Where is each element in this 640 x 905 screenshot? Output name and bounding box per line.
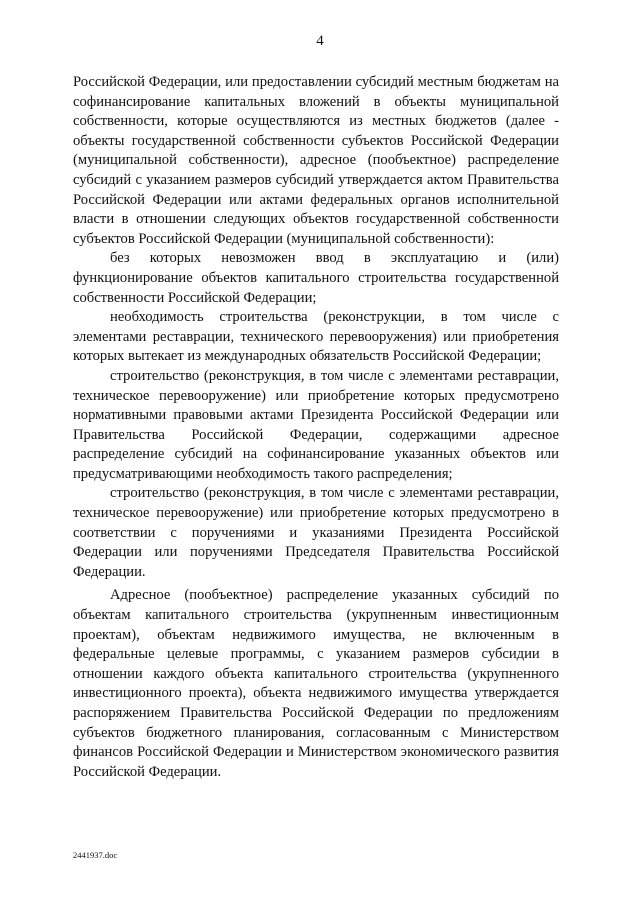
page-number: 4: [316, 33, 324, 49]
paragraph-2: без которых невозможен ввод в эксплуатацию и (или) функционирование объектов капитального строительства государственной собственности Российской Федерации;: [73, 250, 559, 306]
paragraph-3: необходимость строительства (реконструкции, в том числе с элементами реставрации, технического перевооружения) или приобретения которых вытекает из международных обязательств Российской Федерации;: [73, 309, 559, 365]
paragraph-5: строительство (реконструкция, в том числе с элементами реставрации, техническое перевооружение) или приобретение которых предусмотрено в соответствии с поручениями и указаниями Президента Российской Федерации или поручениями Председателя Правительства Российской Федерации.: [73, 485, 559, 580]
file-name-footer: 2441937.doc: [73, 850, 118, 860]
paragraph-1: Российской Федерации, или предоставлении субсидий местным бюджетам на софинансирование капитальных вложений в объекты муниципальной собственности, которые осуществляются из местных бюджетов (далее - объекты государственной собственности субъектов Российской Федерации (муниципальной собственности), адресное (пообъектное) распределение субсидий с указанием размеров субсидий утверждается актом Правительства Российской Федерации или актами федеральных органов исполнительной власти в отношении следующих объектов государственной собственности субъектов Российской Федерации (муниципальной собственности):: [73, 74, 559, 247]
paragraph-4: строительство (реконструкция, в том числе с элементами реставрации, техническое перевооружение) или приобретение которых предусмотрено нормативными правовыми актами Президента Российской Федерации или Правительства Российской Федерации, содержащими адресное распределение субсидий на софинансирование указанных объектов или предусматривающими необходимость такого распределения;: [73, 367, 559, 482]
document-body: [73, 73, 559, 782]
paragraph-6: Адресное (пообъектное) распределение указанных субсидий по объектам капитального строительства (укрупненным инвестиционным проектам), объектам недвижимого имущества, не включенным в федеральные целевые программы, с указанием размеров субсидии в отношении каждого объекта капитального строительства (укрупненного инвестиционного проекта), объекта недвижимого имущества утверждается распоряжением Правительства Российской Федерации по предложениям субъектов бюджетного планирования, согласованным с Министерством финансов Российской Федерации и Министерством экономического развития Российской Федерации.: [73, 587, 559, 780]
